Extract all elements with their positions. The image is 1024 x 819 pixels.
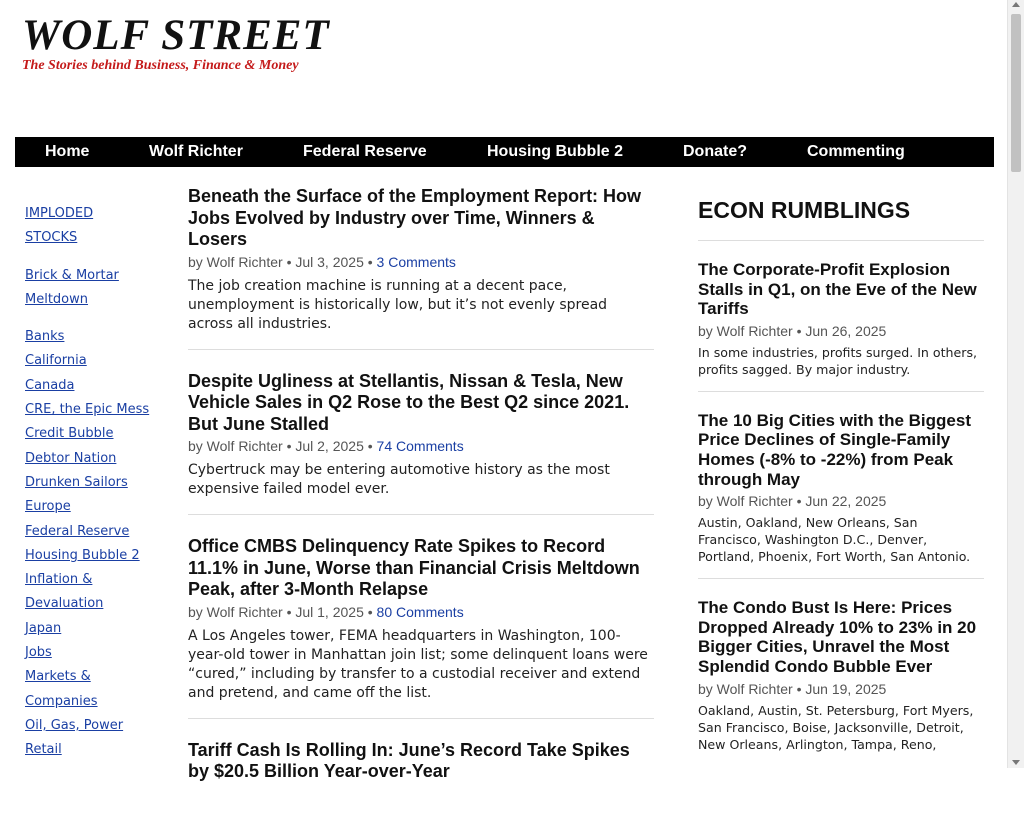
rumbling-author: by Wolf Richter (698, 493, 793, 510)
logo-title[interactable]: WOLF STREET (22, 12, 330, 59)
sidebar-link-europe[interactable]: Europe (25, 499, 71, 515)
sidebar-link-japan[interactable]: Japan (25, 620, 62, 636)
sidebar-link-inflation-cont[interactable]: Devaluation (25, 596, 104, 612)
sidebar-link-markets[interactable]: Markets & (25, 669, 91, 685)
post-item (188, 740, 654, 798)
nav-item-commenting[interactable]: Commenting (807, 143, 905, 160)
post-excerpt: A Los Angeles tower, FEMA headquarters in Washington, 100-year-old tower in Manhattan join list; some delinquent loans were “cured,” including by transfer to a custodial receiver and extend and pretend, and came off the list. (188, 627, 648, 701)
rumbling-excerpt: In some industries, profits surged. In others, profits sagged. By major industry. (698, 344, 978, 377)
post-author: by Wolf Richter (188, 253, 283, 270)
scrollbar-thumb[interactable] (1011, 14, 1021, 172)
post-title[interactable]: Despite Ugliness at Stellantis, Nissan & Tesla, New Vehicle Sales in Q2 Rose to the Best Q2 since 2021. But June Stalled (188, 370, 630, 434)
sidebar-link-markets-cont[interactable]: Companies (25, 693, 98, 709)
sidebar-link-brick-mortar[interactable]: Brick & Mortar (25, 267, 119, 283)
post-item (188, 536, 654, 719)
post-date: Jul 3, 2025 (295, 253, 364, 270)
meta-separator: • (367, 253, 373, 270)
rumbling-author: by Wolf Richter (698, 680, 793, 697)
post-date: Jul 2, 2025 (295, 438, 364, 454)
meta-separator: • (367, 603, 373, 620)
rumbling-meta (698, 322, 984, 340)
post-meta (188, 603, 654, 621)
main-nav (15, 137, 994, 167)
econ-rumblings-column (698, 196, 984, 766)
post-excerpt: Cybertruck may be entering automotive history as the most expensive failed model ever. (188, 462, 610, 497)
sidebar-link-brick-mortar-cont[interactable]: Meltdown (25, 291, 89, 307)
post-date: Jul 1, 2025 (295, 603, 364, 620)
post-meta (188, 253, 654, 271)
rumbling-date: Jun 19, 2025 (805, 680, 887, 697)
sidebar-link-retail[interactable]: Retail (25, 742, 62, 758)
sidebar-gap (25, 251, 175, 264)
rumbling-excerpt: Oakland, Austin, St. Petersburg, Fort Myers, San Francisco, Boise, Jacksonville, Detroit, New Orleans, Arlington, Tampa, Reno, (698, 702, 974, 752)
sidebar-link-jobs[interactable]: Jobs (25, 645, 52, 661)
sidebar-link-oil-gas-power[interactable]: Oil, Gas, Power (25, 717, 124, 733)
post-title[interactable]: Tariff Cash Is Rolling In: June’s Record Take Spikes by $20.5 Billion Year-over-Year (188, 739, 630, 781)
nav-item-donate[interactable]: Donate? (683, 143, 747, 160)
meta-separator: • (796, 322, 802, 339)
nav-item-federal-reserve[interactable]: Federal Reserve (303, 143, 427, 160)
nav-item-housing-bubble-2[interactable]: Housing Bubble 2 (487, 143, 623, 160)
rumbling-meta (698, 492, 984, 510)
post-item (188, 371, 654, 516)
sidebar-link-federal-reserve[interactable]: Federal Reserve (25, 523, 130, 539)
rumbling-title[interactable]: The Condo Bust Is Here: Prices Dropped Already 10% to 23% in 20 Bigger Cities, Unravel the Most Splendid Condo Bubble Ever (698, 598, 977, 676)
rumbling-meta (698, 680, 984, 698)
sidebar-link-inflation[interactable]: Inflation & (25, 572, 93, 588)
nav-item-home[interactable]: Home (45, 143, 90, 160)
post-title[interactable]: Beneath the Surface of the Employment Report: How Jobs Evolved by Industry over Time, Winners & Losers (188, 186, 642, 249)
post-title[interactable]: Office CMBS Delinquency Rate Spikes to Record 11.1% in June, Worse than Financial Crisis Meltdown Peak, after 3-Month Relapse (188, 536, 640, 599)
rumbling-title[interactable]: The Corporate-Profit Explosion Stalls in Q1, on the Eve of the New Tariffs (698, 260, 977, 319)
sidebar-gap (25, 312, 175, 325)
site-logo[interactable] (22, 14, 362, 74)
vertical-scrollbar[interactable] (1007, 0, 1024, 768)
rumbling-title[interactable]: The 10 Big Cities with the Biggest Price Declines of Single-Family Homes (-8% to -22%) from Peak through May (698, 410, 971, 489)
meta-separator: • (796, 493, 802, 510)
rumbling-item (698, 579, 984, 765)
post-comments-link[interactable]: 3 Comments (376, 253, 456, 270)
sidebar-link-california[interactable]: California (25, 353, 87, 369)
post-comments-link[interactable]: 74 Comments (376, 438, 464, 454)
meta-separator: • (286, 603, 292, 620)
sidebar-link-imploded-stocks-cont[interactable]: STOCKS (25, 230, 78, 246)
main-post-list (188, 186, 654, 819)
meta-separator: • (796, 680, 802, 697)
meta-separator: • (286, 253, 292, 270)
sidebar-link-imploded-stocks[interactable]: IMPLODED (25, 206, 94, 221)
scroll-down-arrow-icon[interactable] (1012, 760, 1020, 765)
rumbling-item (698, 392, 984, 579)
sidebar-link-cre[interactable]: CRE, the Epic Mess (25, 402, 150, 418)
post-author: by Wolf Richter (188, 603, 283, 620)
sidebar-link-banks[interactable]: Banks (25, 329, 65, 345)
econ-rumblings-heading: ECON RUMBLINGS (698, 196, 984, 241)
post-item (188, 186, 654, 350)
post-author: by Wolf Richter (188, 438, 283, 454)
rumbling-item (698, 241, 984, 392)
post-excerpt: The job creation machine is running at a decent pace, unemployment is historically low, but it’s not evenly spread across all industries. (188, 277, 608, 332)
sidebar-link-drunken-sailors[interactable]: Drunken Sailors (25, 474, 128, 490)
scroll-up-arrow-icon[interactable] (1012, 2, 1020, 7)
post-meta (188, 437, 654, 455)
logo-tagline: The Stories behind Business, Finance & Money (22, 58, 299, 73)
rumbling-date: Jun 22, 2025 (805, 493, 887, 510)
meta-separator: • (286, 438, 292, 454)
sidebar-link-canada[interactable]: Canada (25, 377, 75, 393)
rumbling-author: by Wolf Richter (698, 322, 793, 339)
sidebar-link-credit-bubble[interactable]: Credit Bubble (25, 426, 114, 442)
category-sidebar (25, 202, 175, 763)
sidebar-link-debtor-nation[interactable]: Debtor Nation (25, 450, 117, 466)
rumbling-date: Jun 26, 2025 (805, 322, 887, 339)
sidebar-link-housing-bubble-2[interactable]: Housing Bubble 2 (25, 547, 140, 563)
rumbling-excerpt: Austin, Oakland, New Orleans, San Francisco, Washington D.C., Denver, Portland, Phoenix, Fort Worth, San Antonio. (698, 515, 971, 565)
post-comments-link[interactable]: 80 Comments (376, 603, 464, 620)
nav-item-wolf-richter[interactable]: Wolf Richter (149, 143, 243, 160)
meta-separator: • (367, 438, 373, 454)
